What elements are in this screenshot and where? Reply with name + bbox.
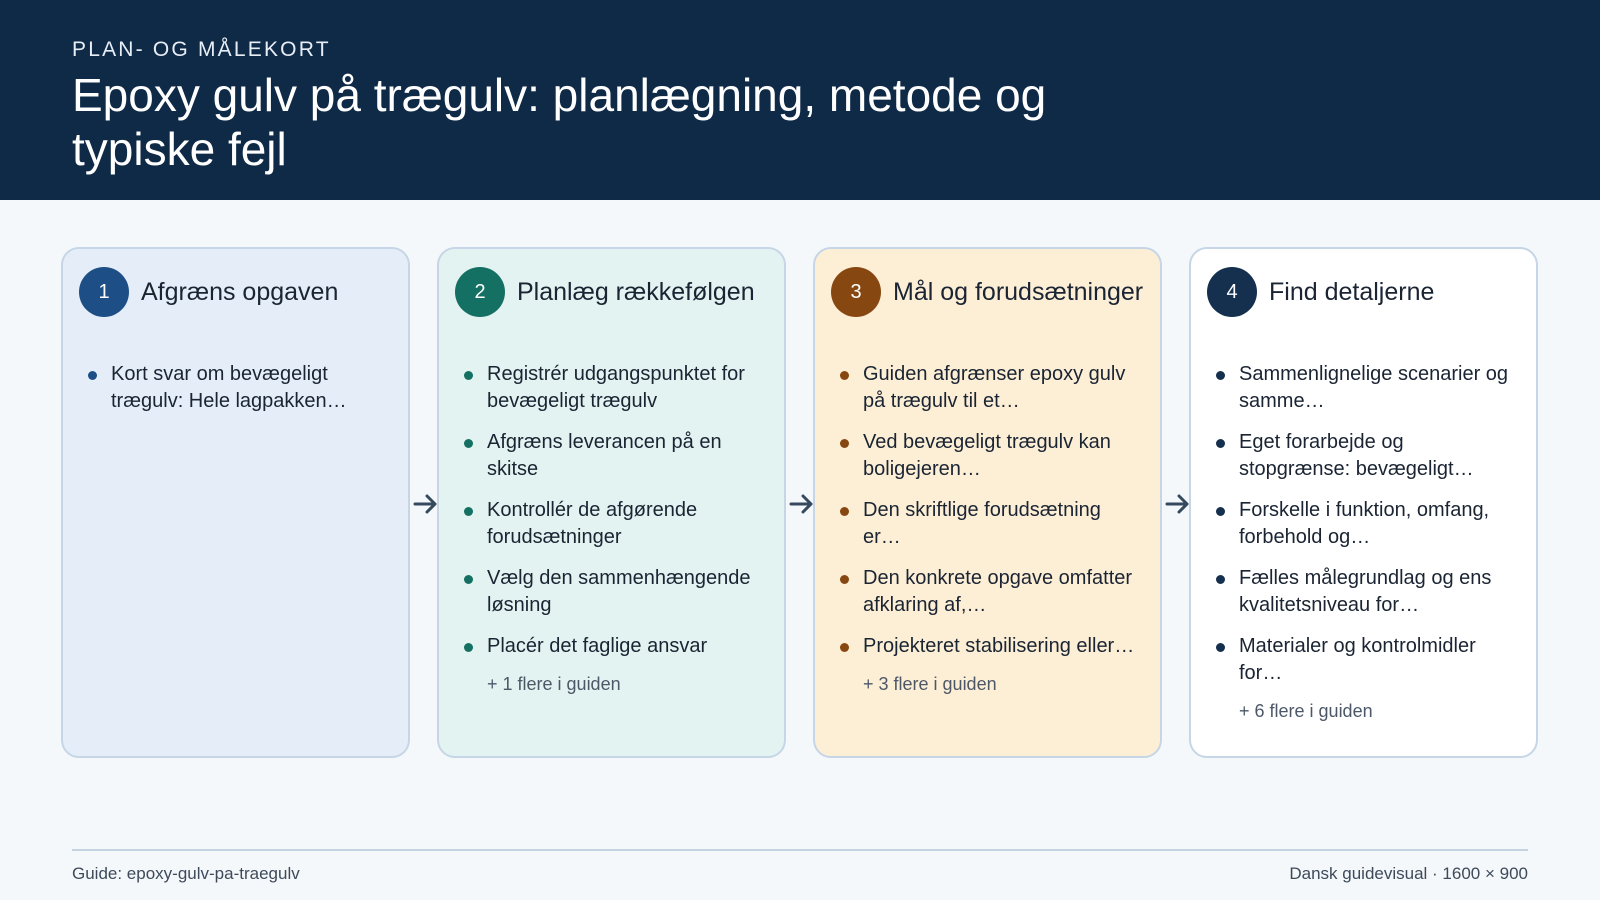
- bullet-dot-icon: [88, 371, 97, 380]
- bullet-item: [463, 565, 768, 619]
- bullet-text: Guiden afgrænser epoxy gulv på trægulv til et…: [863, 363, 1126, 412]
- bullet-item: [463, 429, 768, 483]
- bullet-text: Sammenlignelige scenarier og samme…: [1239, 363, 1509, 412]
- bullet-text: Placér det faglige ansvar: [487, 635, 708, 657]
- bullet-dot-icon: [840, 439, 849, 448]
- step-card-4: [1189, 247, 1538, 758]
- bullet-text: Vælg den sammenhængende løsning: [487, 567, 751, 616]
- bullet-item: [839, 361, 1144, 415]
- more-in-guide-note: + 6 flere i guiden: [1239, 701, 1373, 721]
- bullet-dot-icon: [464, 643, 473, 652]
- step-card-header: [831, 267, 1144, 317]
- step-number-badge: 2: [455, 267, 505, 317]
- bullet-item: [463, 497, 768, 551]
- bullet-dot-icon: [840, 575, 849, 584]
- visual-credit: Dansk guidevisual · 1600 × 900: [1289, 864, 1528, 883]
- bullet-item: [1215, 633, 1520, 687]
- bullet-item: [1215, 497, 1520, 551]
- bullet-text: Den skriftlige forudsætning er…: [863, 499, 1101, 548]
- bullet-dot-icon: [840, 371, 849, 380]
- bullet-dot-icon: [464, 439, 473, 448]
- bullet-list: [1207, 361, 1520, 687]
- more-in-guide-note: + 3 flere i guiden: [863, 674, 997, 694]
- page-title: Epoxy gulv på trægulv: planlægning, metode og typiske fejl: [72, 69, 1047, 175]
- step-number-badge: 1: [79, 267, 129, 317]
- bullet-text: Kort svar om bevægeligt trægulv: Hele lagpakken…: [111, 363, 347, 412]
- bullet-dot-icon: [464, 507, 473, 516]
- bullet-text: Projekteret stabilisering eller…: [863, 635, 1135, 657]
- footer-divider: [72, 849, 1528, 851]
- bullet-dot-icon: [840, 507, 849, 516]
- eyebrow-label: PLAN- OG MÅLEKORT: [72, 38, 331, 61]
- step-title: Afgræns opgaven: [141, 277, 339, 306]
- step-title: Planlæg rækkefølgen: [517, 277, 755, 306]
- bullet-item: [463, 633, 768, 660]
- arrow-right-icon: [1163, 489, 1193, 519]
- bullet-item: [1215, 565, 1520, 619]
- bullet-text: Fælles målegrundlag og ens kvalitetsniveau for…: [1239, 567, 1492, 616]
- bullet-item: [1215, 429, 1520, 483]
- step-card-header: [455, 267, 768, 317]
- bullet-dot-icon: [1216, 371, 1225, 380]
- bullet-text: Den konkrete opgave omfatter afklaring af,…: [863, 567, 1133, 616]
- bullet-list: [79, 361, 392, 415]
- step-card-3: [813, 247, 1162, 758]
- bullet-list: [831, 361, 1144, 660]
- bullet-dot-icon: [840, 643, 849, 652]
- bullet-dot-icon: [464, 371, 473, 380]
- bullet-item: [463, 361, 768, 415]
- bullet-text: Registrér udgangspunktet for bevægeligt trægulv: [487, 363, 745, 412]
- bullet-item: [839, 497, 1144, 551]
- bullet-text: Kontrollér de afgørende forudsætninger: [487, 499, 698, 548]
- bullet-item: [87, 361, 392, 415]
- bullet-dot-icon: [1216, 575, 1225, 584]
- bullet-item: [839, 633, 1144, 660]
- bullet-item: [839, 565, 1144, 619]
- bullet-dot-icon: [1216, 507, 1225, 516]
- bullet-item: [1215, 361, 1520, 415]
- arrow-right-icon: [411, 489, 441, 519]
- more-in-guide-note: + 1 flere i guiden: [487, 674, 621, 694]
- guide-slug: Guide: epoxy-gulv-pa-traegulv: [72, 864, 300, 883]
- step-card-header: [1207, 267, 1520, 317]
- arrow-right-icon: [787, 489, 817, 519]
- bullet-list: [455, 361, 768, 660]
- bullet-dot-icon: [1216, 439, 1225, 448]
- bullet-text: Forskelle i funktion, omfang, forbehold og…: [1239, 499, 1490, 548]
- bullet-text: Afgræns leverancen på en skitse: [487, 431, 722, 480]
- bullet-text: Ved bevægeligt trægulv kan boligejeren…: [863, 431, 1111, 480]
- step-title: Find detaljerne: [1269, 277, 1435, 306]
- step-title: Mål og forudsætninger: [893, 277, 1144, 306]
- step-card-1: [61, 247, 410, 758]
- bullet-text: Materialer og kontrolmidler for…: [1239, 635, 1476, 684]
- bullet-dot-icon: [464, 575, 473, 584]
- bullet-dot-icon: [1216, 643, 1225, 652]
- step-card-2: [437, 247, 786, 758]
- step-number-badge: 3: [831, 267, 881, 317]
- step-card-header: [79, 267, 392, 317]
- step-number-badge: 4: [1207, 267, 1257, 317]
- bullet-item: [839, 429, 1144, 483]
- bullet-text: Eget forarbejde og stopgrænse: bevægeligt…: [1239, 431, 1474, 480]
